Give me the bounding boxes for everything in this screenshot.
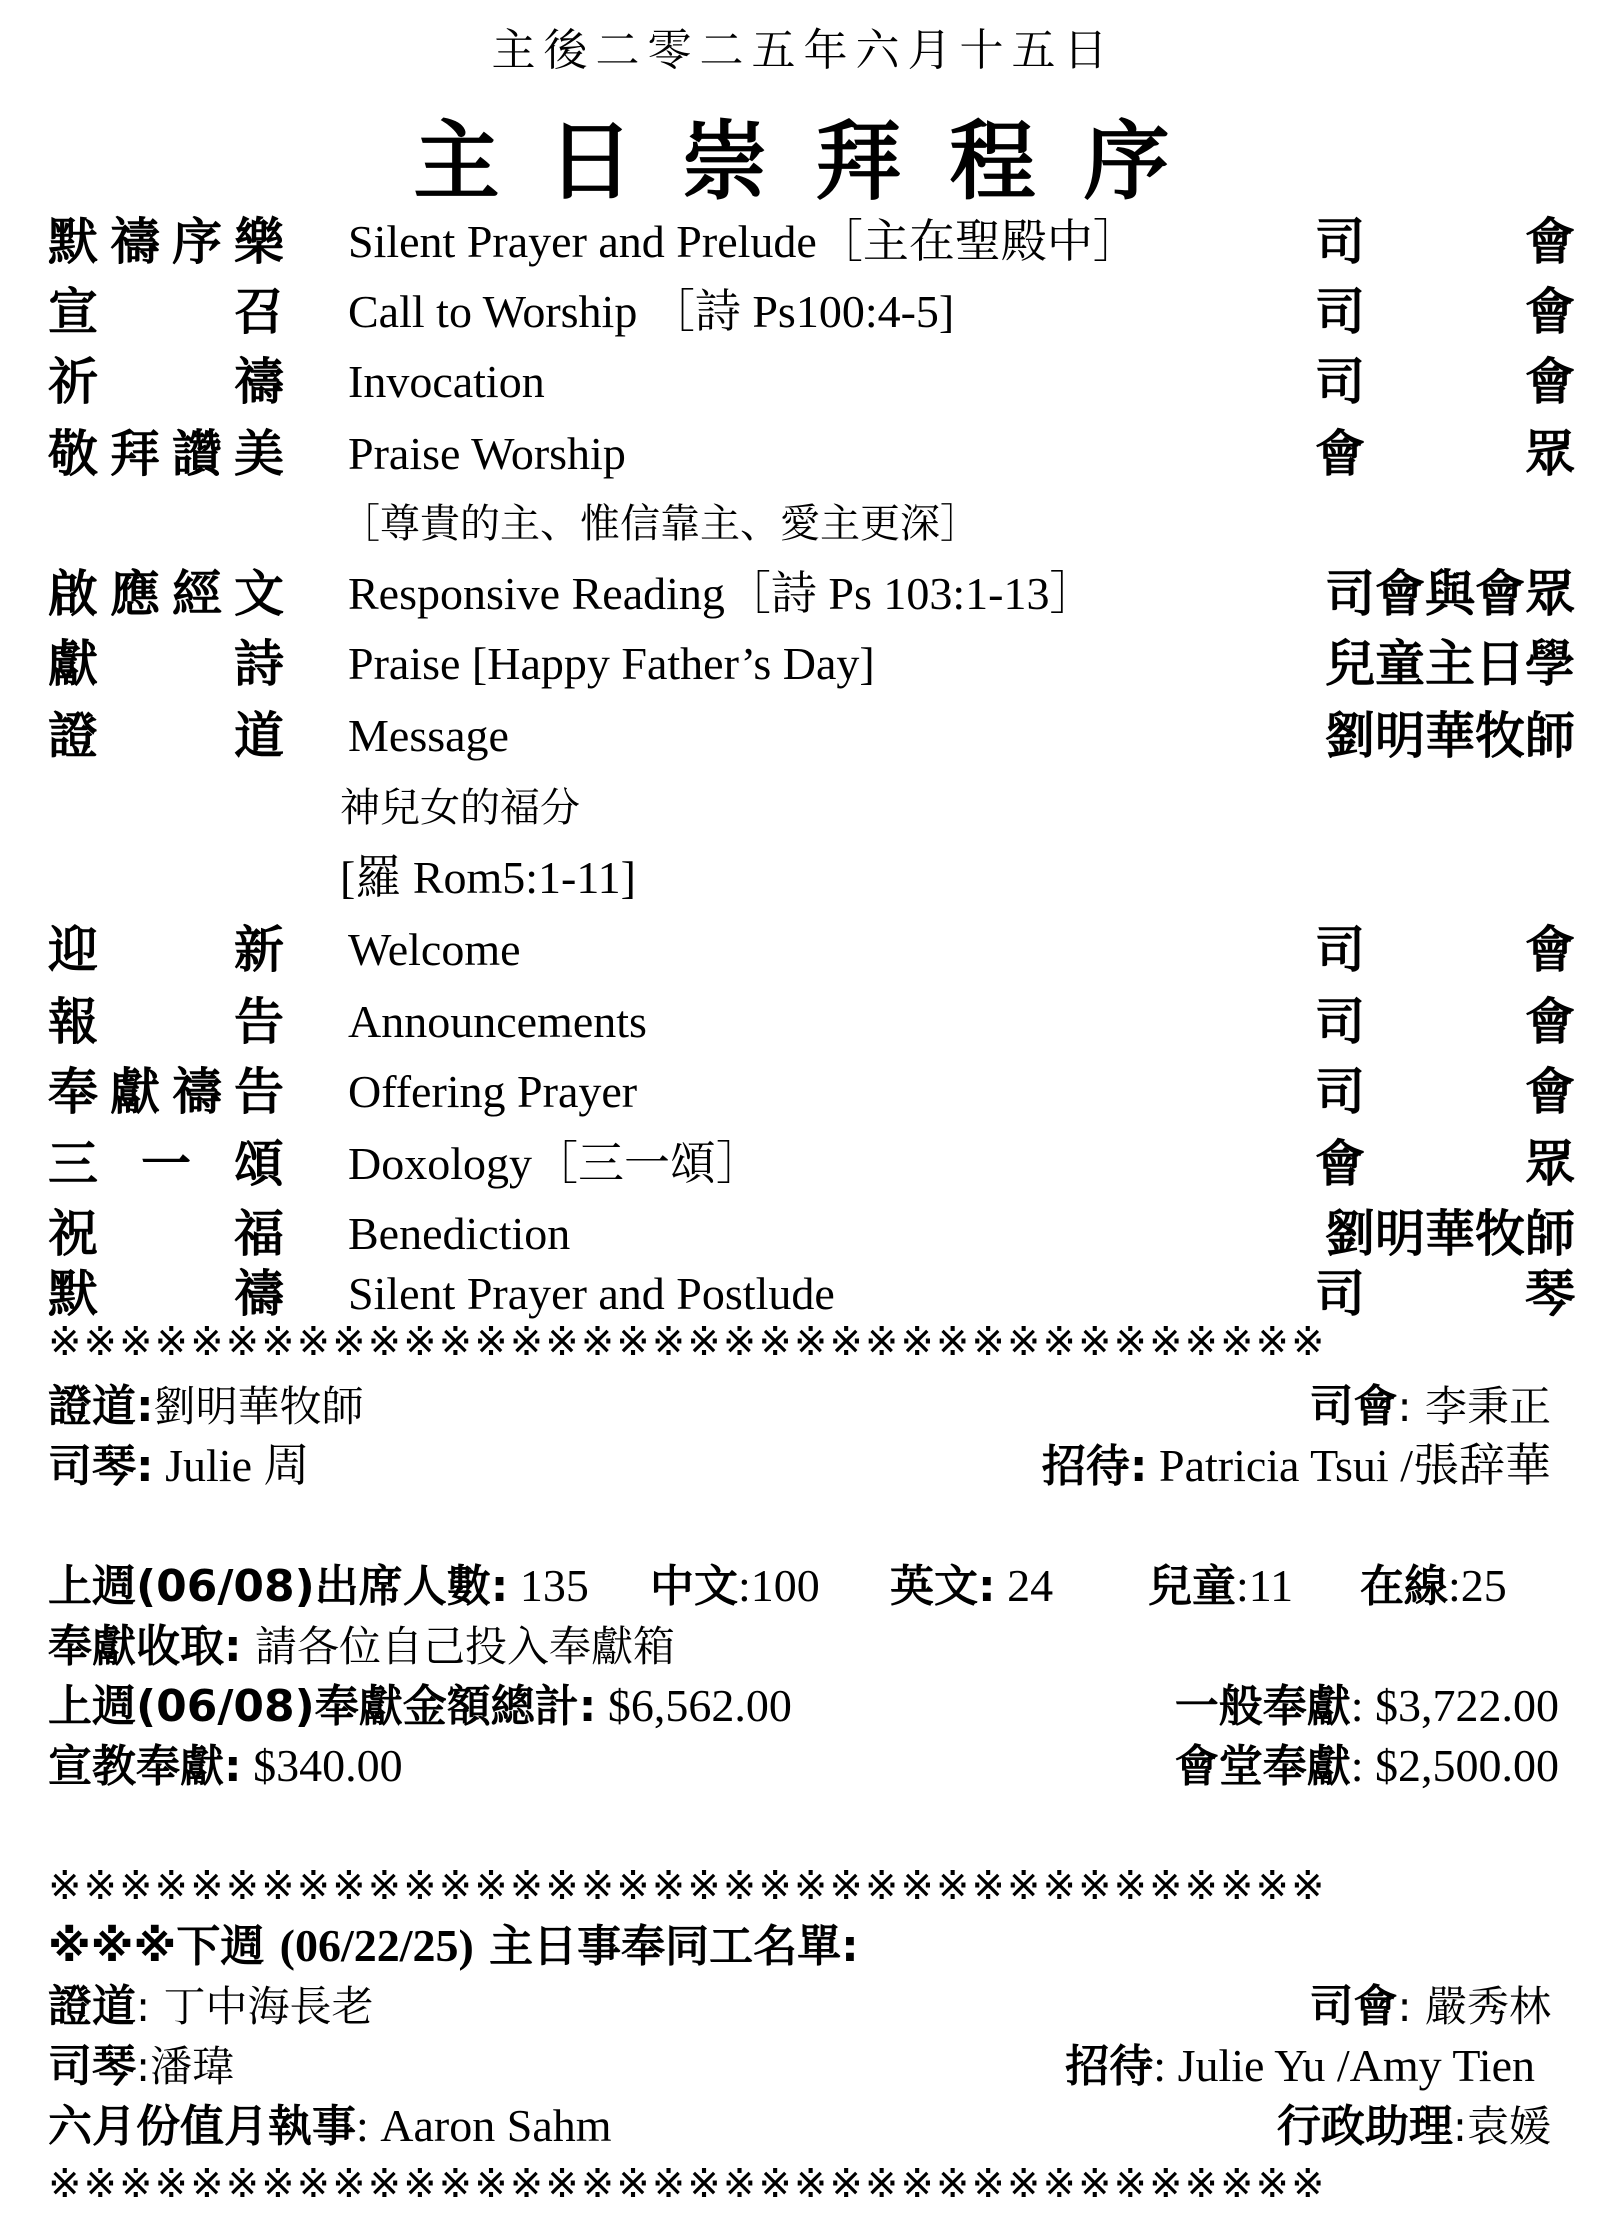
program-responsible xyxy=(1325,634,1575,694)
program-label-char: 告 xyxy=(234,993,284,1051)
separator-1: ※※※※※※※※※※※※※※※※※※※※※※※※※※※※※※※※※※※※ xyxy=(48,1319,1327,1365)
preacher-name: 劉明華牧師 xyxy=(153,1382,364,1431)
program-responsible xyxy=(1325,564,1575,624)
mission-offering-label: 宣教奉獻: xyxy=(48,1741,242,1792)
program-label-char: 三 xyxy=(48,1135,98,1193)
leader-line xyxy=(1309,1376,1551,1437)
english-attendance xyxy=(890,1556,1053,1617)
program-label-char: 道 xyxy=(234,707,284,765)
next-week-heading-prefix: ※※※下週 xyxy=(48,1921,280,1972)
program-label-char: 新 xyxy=(234,921,284,979)
program-description: Silent Prayer and Postlude xyxy=(348,1268,835,1319)
program-label-char: 頌 xyxy=(234,1135,284,1193)
next-usher-names: : Julie Yu /Amy Tien xyxy=(1153,2040,1535,2091)
deacon-label: 六月份值月執事 xyxy=(48,2101,356,2152)
program-label-char: 禱 xyxy=(172,1063,222,1121)
message-title: 神兒女的福分 xyxy=(340,785,580,831)
offering-collect-line xyxy=(48,1616,675,1677)
program-label-char: 序 xyxy=(172,213,222,271)
program-label-char: 敬 xyxy=(48,425,98,483)
program-label xyxy=(48,1264,284,1324)
praise-songs: ［尊貴的主、惟信靠主、愛主更深］ xyxy=(340,501,980,547)
chinese-label: 中文 xyxy=(650,1561,738,1612)
program-row xyxy=(0,634,1607,704)
program-label xyxy=(48,920,284,980)
general-offering-amount: : $3,722.00 xyxy=(1350,1680,1559,1731)
program-responsible-part: 會 xyxy=(1525,1063,1575,1121)
program-description: Call to Worship ［詩 Ps100:4-5] xyxy=(348,286,955,337)
program-label-char: 詩 xyxy=(234,635,284,693)
program-row xyxy=(0,992,1607,1062)
program-responsible-part: 會 xyxy=(1525,283,1575,341)
online-label: 在線 xyxy=(1360,1561,1448,1612)
program-label-char: 祈 xyxy=(48,353,98,411)
program-responsible-part: 會 xyxy=(1525,921,1575,979)
message-reference: [羅 Rom5:1-11] xyxy=(340,852,636,903)
program-responsible xyxy=(1315,212,1575,272)
program-label xyxy=(48,564,284,624)
children-label: 兒童 xyxy=(1148,1561,1236,1612)
program-responsible-part: 司會與會眾 xyxy=(1325,565,1575,623)
program-responsible-part: 琴 xyxy=(1525,1265,1575,1323)
next-preacher-label: 證道 xyxy=(48,1981,136,2032)
program-label-char: 獻 xyxy=(48,635,98,693)
program-description: Benediction xyxy=(348,1208,571,1259)
program-label xyxy=(48,424,284,484)
chinese-count: :100 xyxy=(738,1560,820,1611)
children-attendance xyxy=(1148,1556,1293,1617)
english-label: 英文: xyxy=(890,1561,996,1612)
program-label-char: 禱 xyxy=(234,353,284,411)
program-responsible xyxy=(1325,1204,1575,1264)
program-label-char: 拜 xyxy=(110,425,160,483)
next-leader-name: : 嚴秀林 xyxy=(1397,1982,1551,2031)
offering-total-label: 上週(06/08)奉獻金額總計: xyxy=(48,1681,597,1732)
program-description: Message xyxy=(348,710,509,761)
program-responsible xyxy=(1315,992,1575,1052)
program-label-char: 迎 xyxy=(48,921,98,979)
program-responsible xyxy=(1315,920,1575,980)
deacon-name: : Aaron Sahm xyxy=(356,2100,612,2151)
program-label-char: 一 xyxy=(141,1135,191,1193)
program-description: Praise Worship xyxy=(348,428,626,479)
online-count: :25 xyxy=(1448,1560,1507,1611)
program-label xyxy=(48,212,284,272)
program-label-char: 默 xyxy=(48,213,98,271)
chinese-attendance xyxy=(650,1556,820,1617)
program-responsible xyxy=(1315,352,1575,412)
program-label-char: 祝 xyxy=(48,1205,98,1263)
admin-line xyxy=(1277,2096,1551,2157)
program-label-char: 美 xyxy=(234,425,284,483)
program-responsible-part: 會 xyxy=(1525,353,1575,411)
program-row xyxy=(0,212,1607,282)
usher-names: Patricia Tsui /張辞華 xyxy=(1147,1440,1551,1491)
program-responsible-part: 司 xyxy=(1315,1063,1365,1121)
program-label xyxy=(48,992,284,1052)
program-responsible-part: 司 xyxy=(1315,993,1365,1051)
next-preacher-name: : 丁中海長老 xyxy=(136,1982,374,2031)
next-preacher-line xyxy=(48,1976,374,2037)
admin-name: :袁媛 xyxy=(1452,2102,1551,2151)
mission-offering-line xyxy=(48,1736,403,1797)
preacher-label: 證道: xyxy=(48,1381,154,1432)
next-pianist-line xyxy=(48,2036,234,2097)
program-responsible-part: 司 xyxy=(1315,1265,1365,1323)
pianist-line xyxy=(48,1436,310,1497)
program-label xyxy=(48,282,284,342)
program-label-char: 證 xyxy=(48,707,98,765)
program-row xyxy=(0,920,1607,990)
program-label-char: 奉 xyxy=(48,1063,98,1121)
program-label-char: 宣 xyxy=(48,283,98,341)
program-description: Invocation xyxy=(348,356,545,407)
program-label-char: 召 xyxy=(234,283,284,341)
general-offering-label: 一般奉獻 xyxy=(1174,1681,1351,1732)
program-label xyxy=(48,634,284,694)
program-label-char: 啟 xyxy=(48,565,98,623)
program-responsible-part: 司 xyxy=(1315,283,1365,341)
mission-offering-amount: $340.00 xyxy=(241,1740,403,1791)
pianist-label: 司琴: xyxy=(48,1441,154,1492)
program-label-char: 讚 xyxy=(172,425,222,483)
next-usher-label: 招待 xyxy=(1065,2041,1154,2092)
program-responsible-part: 司 xyxy=(1315,353,1365,411)
program-row xyxy=(0,352,1607,422)
program-description: Praise [Happy Father’s Day] xyxy=(348,638,875,689)
leader-label: 司會 xyxy=(1309,1381,1398,1432)
next-pianist-label: 司琴 xyxy=(48,2041,136,2092)
program-label-char: 禱 xyxy=(110,213,160,271)
usher-line xyxy=(1042,1436,1551,1497)
deacon-line xyxy=(48,2096,612,2157)
program-label-char: 應 xyxy=(110,565,160,623)
program-description: Offering Prayer xyxy=(348,1066,638,1117)
program-label-char: 獻 xyxy=(110,1063,160,1121)
attendance-total: 135 xyxy=(508,1560,589,1611)
program-description: Silent Prayer and Prelude［主在聖殿中］ xyxy=(348,216,1139,267)
next-usher-line xyxy=(1065,2036,1535,2097)
program-row xyxy=(0,564,1607,634)
next-leader-label: 司會 xyxy=(1309,1981,1398,2032)
program-responsible-part: 司 xyxy=(1315,921,1365,979)
program-label-char: 文 xyxy=(234,565,284,623)
program-row xyxy=(0,282,1607,352)
program-responsible-part: 眾 xyxy=(1525,425,1575,483)
offering-total-amount: $6,562.00 xyxy=(596,1680,792,1731)
program-responsible-part: 劉明華牧師 xyxy=(1325,707,1575,765)
next-week-heading xyxy=(48,1916,859,1977)
separator-3: ※※※※※※※※※※※※※※※※※※※※※※※※※※※※※※※※※※※※ xyxy=(48,2161,1327,2207)
program-responsible xyxy=(1315,282,1575,342)
next-week-date: (06/22/25) xyxy=(279,1920,474,1971)
program-description: Responsive Reading［詩 Ps 103:1-13］ xyxy=(348,568,1096,619)
children-count: :11 xyxy=(1236,1560,1294,1611)
online-attendance xyxy=(1360,1556,1507,1617)
program-responsible xyxy=(1315,1264,1575,1324)
program-label-char: 默 xyxy=(48,1265,98,1323)
program-responsible xyxy=(1315,1062,1575,1122)
page-title: 主日崇拜程序 xyxy=(413,114,1218,210)
usher-label: 招待: xyxy=(1041,1441,1148,1492)
program-responsible xyxy=(1325,706,1575,766)
program-label-char: 樂 xyxy=(234,213,284,271)
program-row xyxy=(0,1062,1607,1132)
program-responsible-part: 眾 xyxy=(1525,1135,1575,1193)
offering-collect-text: 請各位自己投入奉獻箱 xyxy=(241,1622,675,1671)
admin-label: 行政助理 xyxy=(1276,2101,1453,2152)
program-label xyxy=(48,706,284,766)
next-pianist-name: :潘瑋 xyxy=(136,2042,235,2091)
program-label-char: 福 xyxy=(234,1205,284,1263)
attendance-line xyxy=(48,1556,589,1617)
program-label xyxy=(48,1134,284,1194)
leader-name: : 李秉正 xyxy=(1397,1382,1551,1431)
offering-collect-label: 奉獻收取: xyxy=(48,1621,242,1672)
separator-2: ※※※※※※※※※※※※※※※※※※※※※※※※※※※※※※※※※※※※ xyxy=(48,1863,1327,1909)
program-responsible-part: 會 xyxy=(1525,213,1575,271)
program-description: Doxology［三一頌］ xyxy=(348,1138,762,1189)
building-offering-amount: : $2,500.00 xyxy=(1350,1740,1559,1791)
program-label xyxy=(48,1204,284,1264)
program-responsible-part: 會 xyxy=(1315,1135,1365,1193)
next-week-heading-suffix: 主日事奉同工名單: xyxy=(473,1921,859,1972)
attendance-label: 上週(06/08)出席人數: xyxy=(48,1561,509,1612)
pianist-name: Julie 周 xyxy=(153,1440,310,1491)
service-date: 主後二零二五年六月十五日 xyxy=(491,25,1116,76)
program-row xyxy=(0,424,1607,494)
general-offering-line xyxy=(1175,1676,1559,1737)
program-description: Welcome xyxy=(348,924,521,975)
program-responsible xyxy=(1315,424,1575,484)
program-responsible-part: 司 xyxy=(1315,213,1365,271)
program-label xyxy=(48,352,284,412)
program-responsible-part: 會 xyxy=(1525,993,1575,1051)
building-offering-line xyxy=(1175,1736,1559,1797)
program-description: Announcements xyxy=(348,996,647,1047)
program-label xyxy=(48,1062,284,1122)
program-responsible-part: 兒童主日學 xyxy=(1325,635,1575,693)
program-label-char: 告 xyxy=(234,1063,284,1121)
program-responsible-part: 劉明華牧師 xyxy=(1325,1205,1575,1263)
program-label-char: 經 xyxy=(172,565,222,623)
program-responsible-part: 會 xyxy=(1315,425,1365,483)
next-leader-line xyxy=(1309,1976,1551,2037)
program-responsible xyxy=(1315,1134,1575,1194)
program-label-char: 報 xyxy=(48,993,98,1051)
building-offering-label: 會堂奉獻 xyxy=(1174,1741,1351,1792)
program-row xyxy=(0,706,1607,776)
offering-total-line xyxy=(48,1676,792,1737)
program-row xyxy=(0,1134,1607,1204)
english-count: 24 xyxy=(995,1560,1054,1611)
program-label-char: 禱 xyxy=(234,1265,284,1323)
preacher-line xyxy=(48,1376,364,1437)
